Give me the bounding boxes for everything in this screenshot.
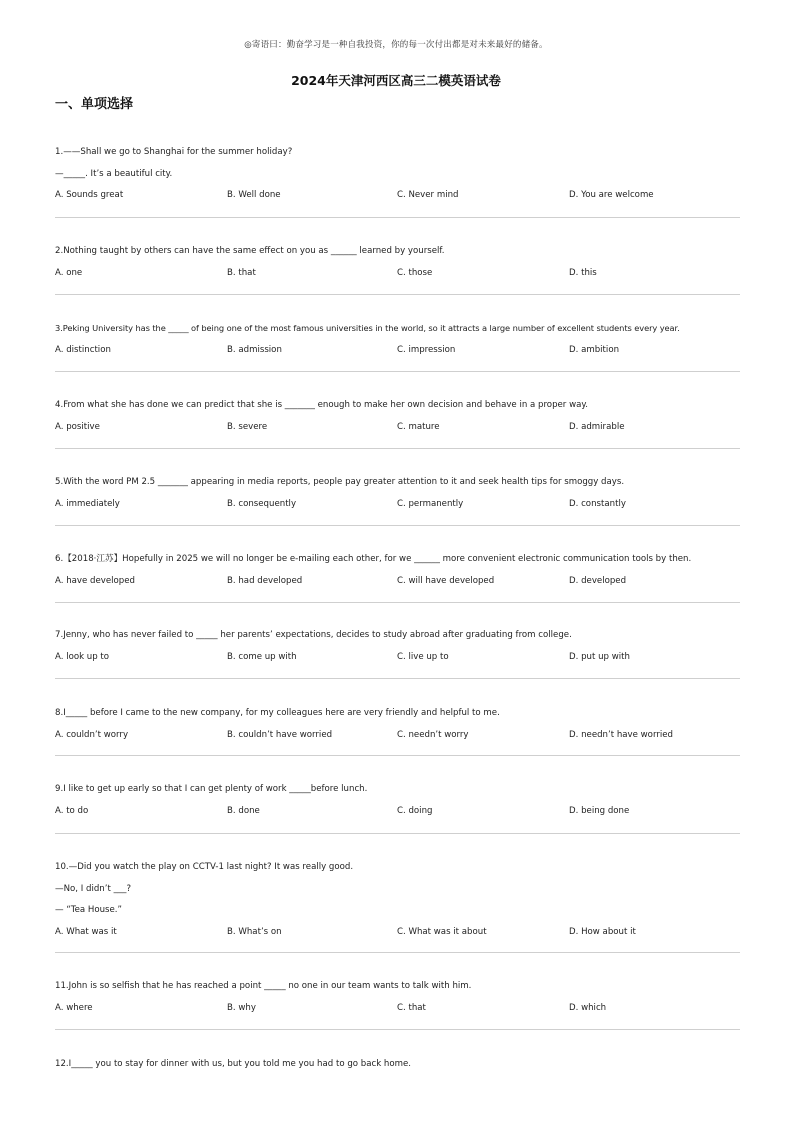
question-stem-line: 1.——Shall we go to Shanghai for the summer holiday? [55,147,293,157]
option-a: A. to do [55,805,89,816]
question-divider [55,294,740,295]
option-a: A. immediately [55,498,120,509]
option-b: B. had developed [227,575,303,586]
question-6 [55,549,740,592]
question-stem-line: 12.I_____ you to stay for dinner with us, but you told me you had to go back home. [55,1059,412,1069]
question-5 [55,472,740,515]
header-motto: ◎寄语曰：勤奋学习是一种自我投资，你的每一次付出都是对未来最好的储备。 [244,40,548,50]
question-12 [55,1054,740,1076]
option-c: C. Never mind [397,190,459,200]
option-c: C. permanently [397,498,464,509]
option-a: A. couldn’t worry [55,729,129,740]
option-d: D. You are welcome [569,190,654,200]
options-row [55,922,740,944]
option-d: D. ambition [569,344,620,355]
question-7 [55,625,740,668]
option-c: C. impression [397,344,456,355]
question-divider [55,1029,740,1030]
question-stem-line: 5.With the word PM 2.5 _______ appearing in media reports, people pay greater attention to it and seek health tips for smoggy days. [55,477,625,487]
option-b: B. that [227,267,256,278]
option-a: A. one [55,267,83,278]
question-divider [55,833,740,834]
option-c: C. needn’t worry [397,729,469,740]
question-divider [55,217,740,218]
question-stem-line: —No, I didn’t ___? [55,883,132,894]
question-8 [55,703,740,746]
question-stem-line: 6.【2018·江苏】Hopefully in 2025 we will no longer be e-mailing each other, for we ______ more convenient electronic communication tools by then. [55,554,692,564]
option-c: C. will have developed [397,575,495,586]
option-b: B. severe [227,421,268,432]
option-a: A. distinction [55,344,111,355]
option-a: A. positive [55,421,100,432]
option-c: C. mature [397,421,440,432]
option-c: C. that [397,1002,426,1013]
question-divider [55,755,740,756]
options-row [55,340,740,362]
question-divider [55,448,740,449]
options-row [55,725,740,747]
question-stem-line: 8.I_____ before I came to the new company, for my colleagues here are very friendly and helpful to me. [55,708,500,718]
option-d: D. constantly [569,498,626,509]
question-4 [55,395,740,438]
option-b: B. admission [227,344,282,355]
option-d: D. admirable [569,421,625,432]
option-a: A. What was it [55,926,117,937]
page-title: 2024年天津河西区高三二模英语试卷 [291,73,501,88]
option-b: B. What’s on [227,926,282,937]
options-row [55,417,740,439]
question-divider [55,602,740,603]
question-stem-line: 2.Nothing taught by others can have the same effect on you as ______ learned by yourself. [55,246,445,256]
option-c: C. doing [397,805,433,816]
options-row [55,998,740,1020]
question-stem-line: 10.—Did you watch the play on CCTV-1 last night? It was really good. [55,862,354,872]
question-2 [55,241,740,284]
question-3 [55,318,740,361]
option-c: C. live up to [397,651,449,662]
question-9 [55,779,740,822]
option-a: A. have developed [55,575,135,586]
options-row [55,571,740,593]
question-divider [55,952,740,953]
question-stem-line: 4.From what she has done we can predict that she is _______ enough to make her own decision and behave in a proper way. [55,400,588,410]
option-d: D. which [569,1002,607,1013]
option-a: A. where [55,1002,93,1013]
options-row [55,494,740,516]
question-10 [55,857,740,943]
option-d: D. How about it [569,926,636,937]
options-row [55,647,740,669]
option-d: D. put up with [569,651,630,662]
option-b: B. couldn’t have worried [227,729,333,740]
option-b: B. why [227,1002,256,1013]
options-row [55,263,740,285]
question-divider [55,371,740,372]
section-title: 一、单项选择 [55,97,134,112]
option-a: A. Sounds great [55,190,124,200]
option-b: B. done [227,805,260,816]
question-1 [55,142,740,207]
question-divider [55,678,740,679]
options-row [55,801,740,823]
option-c: C. What was it about [397,926,487,937]
question-stem-line: —_____. It’s a beautiful city. [55,168,173,179]
question-stem-line: 3.Peking University has the _____ of being one of the most famous universities in the world, so it attracts a large number of excellent students every year. [55,323,680,333]
question-11 [55,976,740,1019]
question-stem-line: 7.Jenny, who has never failed to _____ her parents’ expectations, decides to study abroad after graduating from college. [55,630,572,640]
option-d: D. developed [569,575,627,586]
option-d: D. needn’t have worried [569,729,673,740]
option-b: B. consequently [227,498,297,509]
option-b: B. come up with [227,651,297,662]
option-d: D. being done [569,805,630,816]
options-row [55,185,740,207]
question-stem-line: 9.I like to get up early so that I can get plenty of work _____before lunch. [55,784,368,794]
question-stem-line: 11.John is so selfish that he has reached a point _____ no one in our team wants to talk with him. [55,981,472,991]
option-a: A. look up to [55,651,110,662]
option-d: D. this [569,267,597,278]
question-stem-line: — “Tea House.” [55,905,122,915]
question-divider [55,525,740,526]
option-b: B. Well done [227,190,281,200]
option-c: C. those [397,267,433,278]
